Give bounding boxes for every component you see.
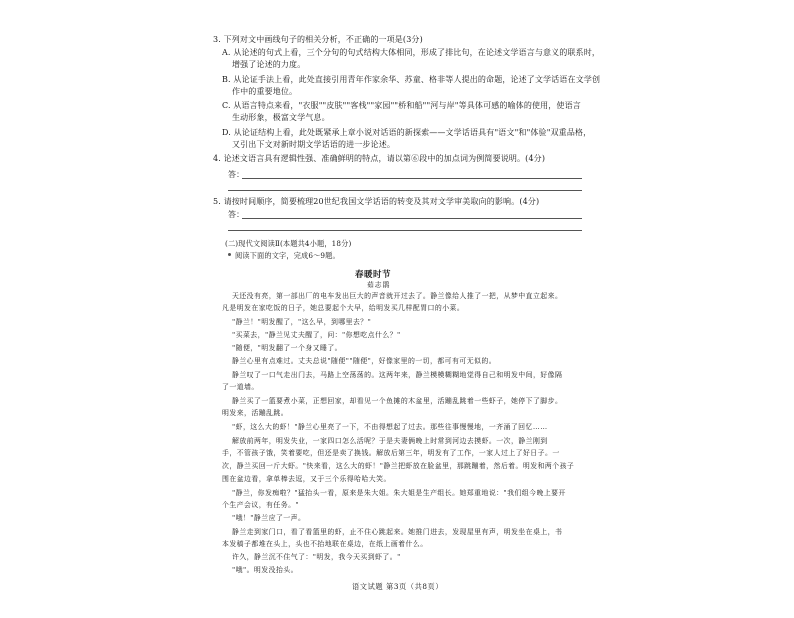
section-instruction: 阅读下面的文字，完成6～9题。 [235,251,340,260]
question-5-stem: 5. 请按时间顺序，简要梳理20世纪我国文学话语的转变及其对文学审美取向的影响。(4分) [213,197,540,206]
story-line-15: 围在盆边看，拿单棒去逗，又于三个乐得哈哈大笑。 [222,475,391,483]
q4-answer-line-1 [242,178,582,179]
story-line-6: 静兰心里有点难过。丈夫总说"随便""随便"，好像家里的一切，都可有可无似的。 [232,357,497,365]
story-line-21: 许久，静兰沉不住气了："明发，我今天买到虾了。" [232,553,401,561]
story-line-1: 天还没有亮，第一部出厂的电车发出巨大的声音就开过去了。静兰像给人推了一把，从梦中直立起来。 [232,292,563,300]
q3-option-a-line2: 增强了论述的力度。 [232,60,306,69]
section-heading: (二)现代文阅读Ⅱ(本题共4小题，18分) [225,239,352,248]
story-line-22: "哦"。明发没抬头。 [232,566,298,574]
q5-answer-line-2 [228,230,582,231]
story-line-9: 静兰买了一篮要煮小菜，正想回家，却看见一个鱼摊的木盆里，活蹦乱跳着一些虾子，她停下了脚步。 [232,397,563,405]
story-line-8: 了一道墙。 [222,383,259,391]
story-line-17: 个生产会议，有任务。" [222,501,300,509]
page-footer: 语文试题 第3页（共8页） [352,582,444,591]
question-3-stem: 3. 下列对文中画线句子的相关分析，不正确的一项是(3分) [213,35,423,44]
q3-option-a-line1: A. 从论述的句式上看，三个分句的句式结构大体相同，形成了排比句，在论述文学语言与意义的联系时， [222,48,601,57]
q3-option-c-line2: 生动形象，极富文学气息。 [232,113,330,122]
q5-answer-line-1 [242,218,582,219]
q3-option-b-line1: B. 从论证手法上看，此处直接引用青年作家余华、苏童、格非等人提出的命题，论述了文学话语在文学创 [222,75,601,84]
q3-option-d-line1: D. 从论证结构上看，此处既紧承上章小说对话语的新探索——文学话语具有"语文"和"体验"双重品格， [222,128,592,137]
story-line-10: 明发来，活蹦乱跳。 [222,409,289,417]
q4-answer-line-2 [228,190,582,191]
story-line-12: 解放前两年，明发失业，一家四口怎么活呢？于是夫妻俩晚上时常到河边去摸虾。一次，静兰刚到 [232,437,548,445]
q4-answer-label: 答： [228,170,245,179]
story-line-5: "随便，"明发翻了一个身又睡了。 [232,344,343,352]
q3-option-d-line2: 又引出下文对新时期文学话语的进一步论述。 [232,140,395,149]
story-line-18: "哦！"静兰应了一声。 [232,514,306,522]
story-title: 春暖时节 [355,270,392,280]
story-line-7: 静兰叹了一口气走出门去，马路上空荡荡的。这两年来，静兰模模糊糊地觉得自己和明发中间，好像隔 [232,371,563,379]
story-line-20: 本发稿子都堆在头上，头也不抬地联在桌边，在纸上画着什么。 [222,540,428,548]
story-author: 茹志鹃 [367,281,391,289]
q3-option-c-line1: C. 从语言特点来看，"衣服""皮肤""客栈""家园""桥和船""河与岸"等具体可感的喻体的使用，使语言 [222,101,581,110]
story-line-14: 次，静兰买回一斤大虾。"快来看，这么大的虾！"静兰把虾放在脸盆里，那跳蹦着，然后着。明发和两个孩子 [222,462,575,470]
scan-speck [228,253,231,256]
story-line-16: "静兰，你发痴啦？"猛抬头一看，原来是朱大姐。朱大姐是生产组长。她郑重地说："我们组今晚上要开 [232,489,566,497]
story-line-2: 凡是明发在家吃饭的日子，她总要起个大早，给明发买几样配胃口的小菜。 [222,304,465,312]
story-line-4: "买菜去，"静兰见丈夫醒了，问："你想吃点什么？" [232,331,401,339]
q3-option-b-line2: 作中的重要地位。 [232,87,298,96]
q5-answer-label: 答： [228,210,245,219]
question-4-stem: 4. 论述文语言具有逻辑性强、准确鲜明的特点，请以第⑥段中的加点词为例简要说明。(4分) [213,154,546,163]
story-line-13: 手，不管孩子饿，笑着要吃，但还是卖了换钱。解放后第三年，明发有了工作，一家人过上了好日子。一 [222,449,560,457]
story-line-11: "虾，这么大的虾！"静兰心里亮了一下，不由得想起了过去。那些往事慢慢地，一齐涌了回忆…… [232,423,548,431]
story-line-3: "静兰！"明发醒了，"这么早，到哪里去？" [232,318,372,326]
story-line-19: 静兰走到家门口，看了看篮里的虾，止不住心跳起来。她推门进去，发现屋里有声，明发坐在桌上，书 [232,528,563,536]
